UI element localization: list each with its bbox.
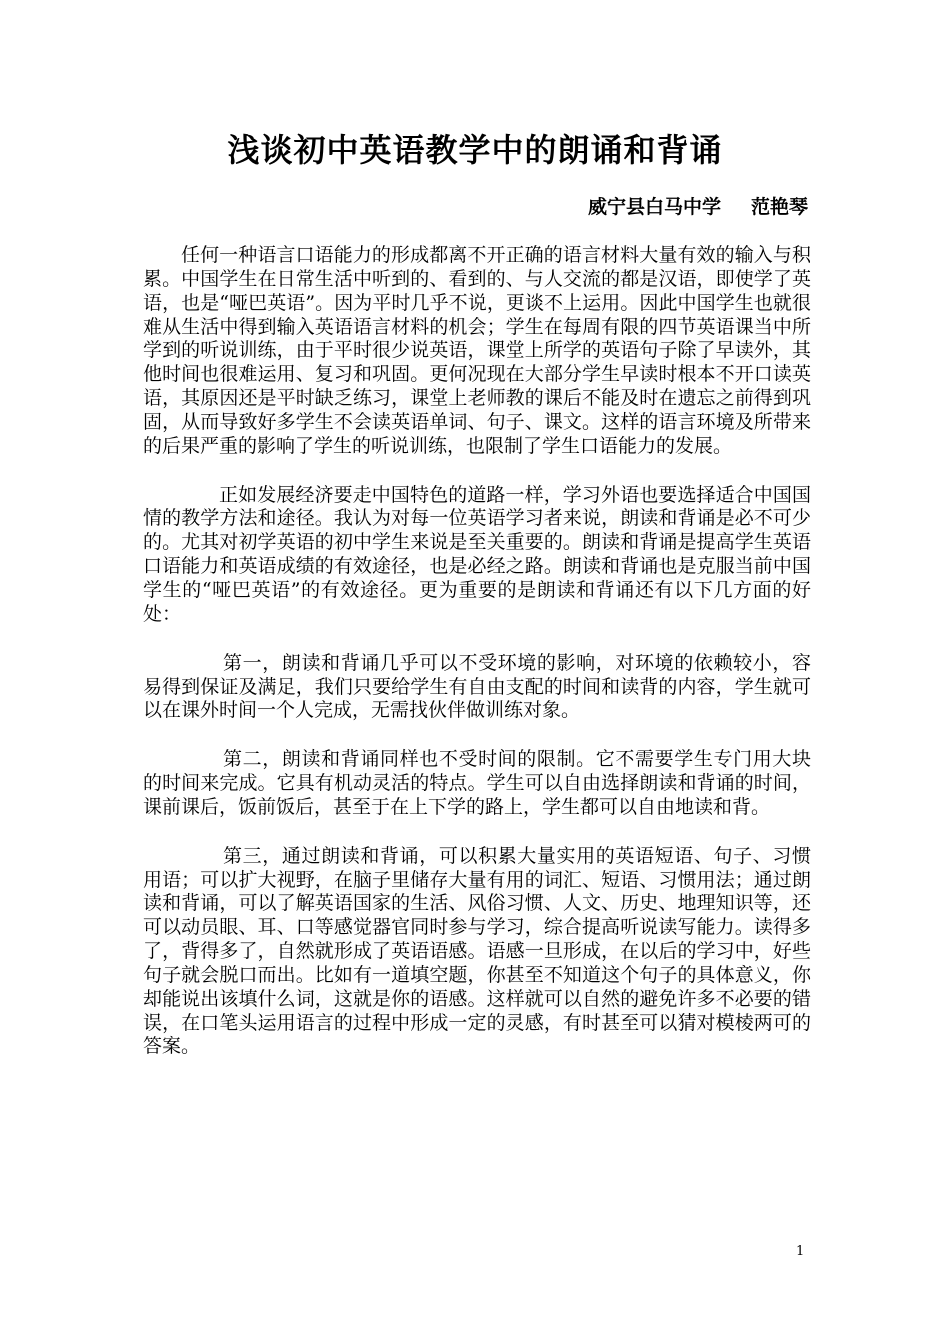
document-title: 浅谈初中英语教学中的朗诵和背诵 — [227, 131, 723, 169]
page-number: 1 — [796, 1244, 805, 1259]
paragraph-first-benefit: 第一，朗读和背诵几乎可以不受环境的影响，对环境的依赖较小，容易得到保证及满足，我们只要给学生有自由支配的时间和读背的内容，学生就可以在课外时间一个人完成，无需找伙伴做训练对象。 — [143, 651, 811, 722]
paragraph-second-benefit: 第二，朗读和背诵同样也不受时间的限制。它不需要学生专门用大块的时间来完成。它具有机动灵活的特点。学生可以自由选择朗读和背诵的时间，课前课后，饭前饭后，甚至于在上下学的路上，学生都可以自由地读和背。 — [143, 748, 811, 818]
byline — [588, 193, 808, 221]
paragraph-intro: 任何一种语言口语能力的形成都离不开正确的语言材料大量有效的输入与积累。中国学生在日常生活中听到的、看到的、与人交流的都是汉语，即使学了英语，也是“哑巴英语”。因为平时几乎不说，更谈不上运用。因此中国学生也就很难从生活中得到输入英语语言材料的机会；学生在每周有限的四节英语课当中所学到的听说训练，由于平时很少说英语，课堂上所学的英语句子除了早读外，其他时间也很难运用、复习和巩固。更何况现在大部分学生早读时根本不开口读英语，其原因还是平时缺乏练习，课堂上老师教的课后不能及时在遗忘之前得到巩固，从而导致好多学生不会读英语单词、句子、课文。这样的语言环境及所带来的后果严重的影响了学生的听说训练，也限制了学生口语能力的发展。 — [143, 244, 811, 457]
document-body — [143, 244, 811, 1059]
paragraph-method: 正如发展经济要走中国特色的道路一样，学习外语也要选择适合中国国情的教学方法和途径。我认为对每一位英语学习者来说，朗读和背诵是必不可少的。尤其对初学英语的初中学生来说是至关重要的。朗读和背诵是提高学生英语口语能力和英语成绩的有效途径，也是必经之路。朗读和背诵也是克服当前中国学生的“哑巴英语”的有效途径。更为重要的是朗读和背诵还有以下几方面的好处： — [143, 483, 811, 625]
author-name: 范艳琴 — [750, 196, 808, 218]
school-name: 威宁县白马中学 — [587, 196, 721, 218]
paragraph-third-benefit: 第三，通过朗读和背诵，可以积累大量实用的英语短语、句子、习惯用语；可以扩大视野，在脑子里储存大量有用的词汇、短语、习惯用法；通过朗读和背诵，可以了解英语国家的生活、风俗习惯、人文、历史、地理知识等，还可以动员眼、耳、口等感觉器官同时参与学习，综合提高听说读写能力。读得多了，背得多了，自然就形成了英语语感。语感一旦形成，在以后的学习中，好些句子就会脱口而出。比如有一道填空题，你甚至不知道这个句子的具体意义，你却能说出该填什么词，这就是你的语感。这样就可以自然的避免许多不必要的错误，在口笔头运用语言的过程中形成一定的灵感，有时甚至可以猜对模棱两可的答案。 — [143, 844, 811, 1058]
